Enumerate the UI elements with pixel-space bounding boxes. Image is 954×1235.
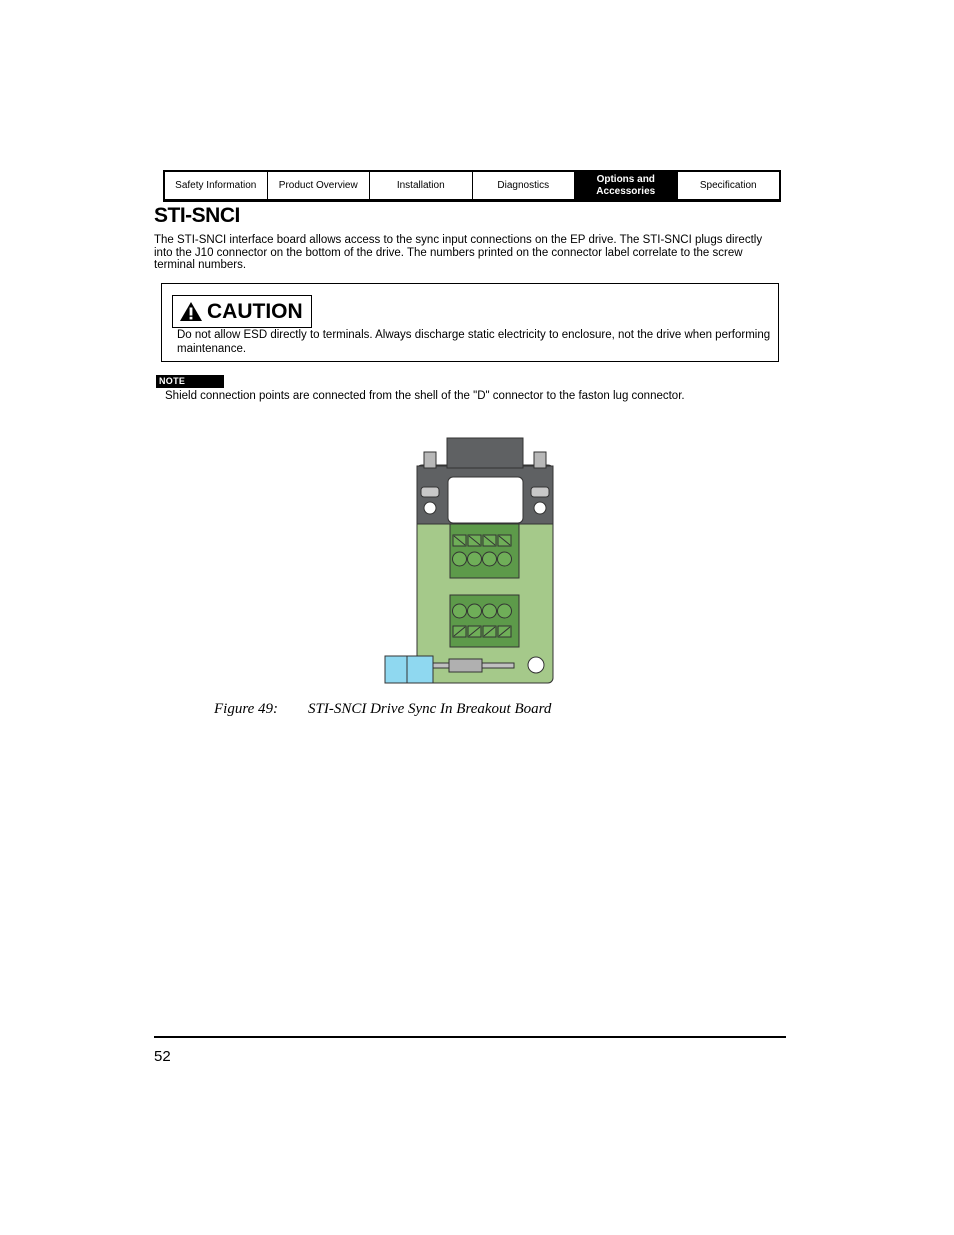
mount-hole-right [534,502,546,514]
faston-lug [385,656,433,683]
nav-tab-safety-information[interactable]: Safety Information [165,172,268,199]
figure-caption-text: STI-SNCI Drive Sync In Breakout Board [308,701,552,717]
note-badge: NOTE [156,375,224,388]
nav-tab-diagnostics[interactable]: Diagnostics [473,172,576,199]
nav-tab-product-overview[interactable]: Product Overview [268,172,371,199]
d-connector-top [447,438,523,468]
section-title: STI-SNCI [154,204,240,227]
nav-tab-options-and-accessories[interactable]: Options and Accessories [575,172,678,199]
warning-triangle-icon [179,301,203,322]
chapter-nav-bar [163,170,781,202]
d-connector-opening [448,477,523,523]
footer-rule [154,1036,786,1038]
mount-hole-left [424,502,436,514]
page-number: 52 [154,1048,171,1065]
terminal-block-upper [450,524,519,578]
mount-hole-bottom-right [528,657,544,673]
caution-label-text: CAUTION [207,299,303,323]
figure-number: Figure 49: [214,701,279,717]
sti-snci-board-illustration [380,435,560,690]
terminal-block-lower [450,595,519,647]
intro-paragraph: The STI-SNCI interface board allows access to the sync input connections on the EP drive. The STI-SNCI plugs directly into the J10 connector on the bottom of the drive. The numbers printed on the connector label correlate to the screw terminal numbers. [154,234,763,271]
nav-tab-installation[interactable]: Installation [370,172,473,199]
lug-crimp [449,659,482,672]
caution-label [172,295,312,328]
note-text: Shield connection points are connected from the shell of the "D" connector to the faston lug connector. [165,390,685,402]
nav-tab-specification[interactable]: Specification [699,179,757,191]
caution-box [161,283,779,362]
figure-caption [214,701,551,718]
caution-text: Do not allow ESD directly to terminals. Always discharge static electricity to enclosure, not the drive when performing maintenance. [177,329,771,355]
